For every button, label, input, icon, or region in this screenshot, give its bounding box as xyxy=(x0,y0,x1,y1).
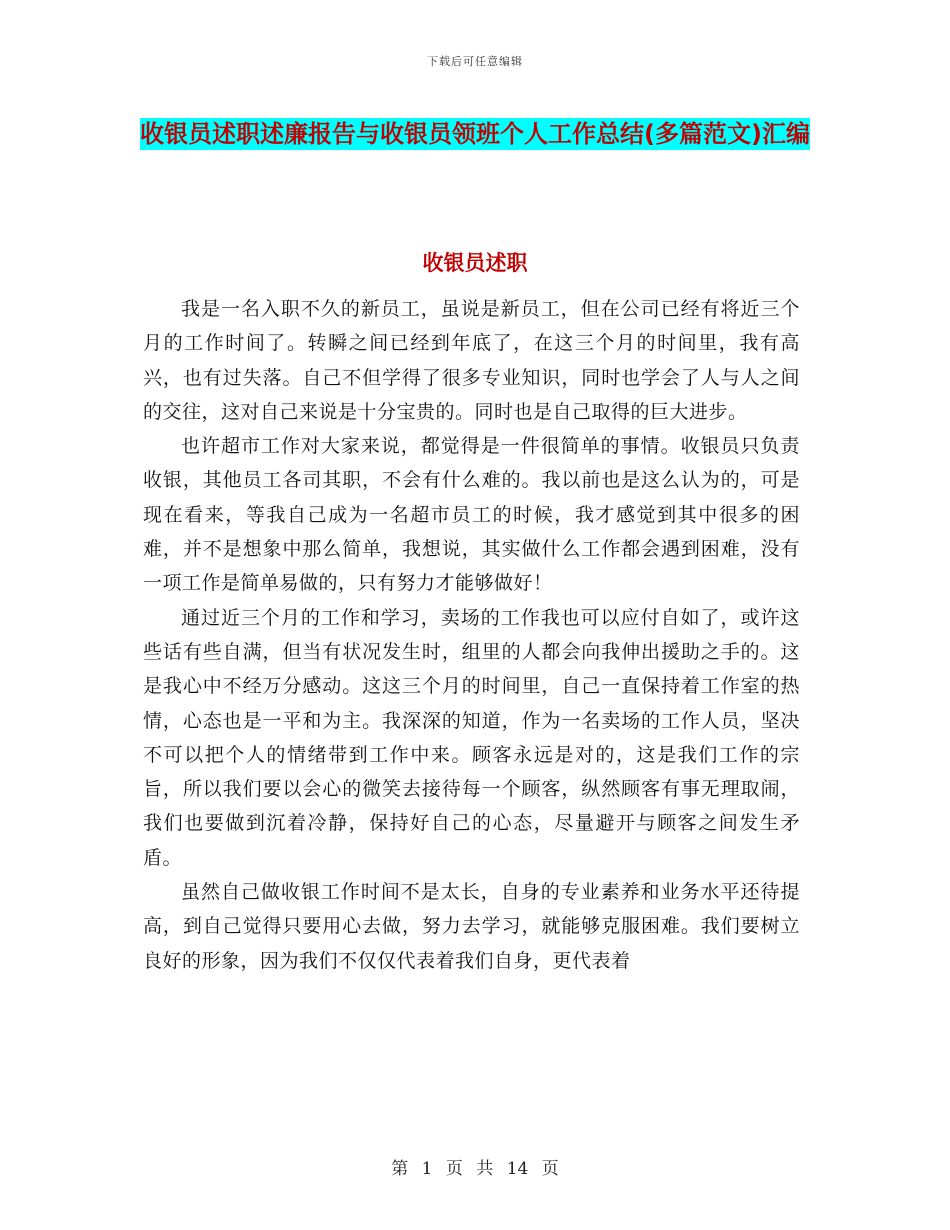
body-text xyxy=(143,292,800,978)
paragraph-3: 通过近三个月的工作和学习，卖场的工作我也可以应付自如了，或许这些话有些自满，但当有状况发生时，组里的人都会向我伸出援助之手的。这是我心中不经万分感动。这这三个月的时间里，自己一直保持着工作室的热情，心态也是一平和为主。我深深的知道，作为一名卖场的工作人员，坚决不可以把个人的情绪带到工作中来。顾客永远是对的，这是我们工作的宗旨，所以我们要以会心的微笑去接待每一个顾客，纵然顾客有事无理取闹，我们也要做到沉着冷静，保持好自己的心态，尽量避开与顾客之间发生矛盾。 xyxy=(143,606,800,869)
page-footer: 第 1 页 共 14 页 xyxy=(391,1159,559,1179)
header-note: 下载后可任意编辑 xyxy=(427,55,523,68)
document-title-text: 收银员述职述廉报告与收银员领班个人工作总结(多篇范文)汇编 xyxy=(140,120,810,148)
section-title: 收银员述职 xyxy=(422,251,528,275)
document-title xyxy=(130,111,820,158)
paragraph-4: 虽然自己做收银工作时间不是太长，自身的专业素养和业务水平还待提高，到自己觉得只要用心去做，努力去学习，就能够克服困难。我们要树立良好的形象，因为我们不仅仅代表着我们自身，更代表着 xyxy=(143,881,800,972)
paragraph-1: 我是一名入职不久的新员工，虽说是新员工，但在公司已经有将近三个月的工作时间了。转瞬之间已经到年底了，在这三个月的时间里，我有高兴，也有过失落。自己不但学得了很多专业知识，同时也学会了人与人之间的交往，这对自己来说是十分宝贵的。同时也是自己取得的巨大进步。 xyxy=(143,298,800,423)
paragraph-2: 也许超市工作对大家来说，都觉得是一件很简单的事情。收银员只负责收银，其他员工各司其职，不会有什么难的。我以前也是这么认为的，可是现在看来，等我自己成为一名超市员工的时候，我才感觉到其中很多的困难，并不是想象中那么简单，我想说，其实做什么工作都会遇到困难，没有一项工作是简单易做的，只有努力才能够做好！ xyxy=(143,435,800,595)
